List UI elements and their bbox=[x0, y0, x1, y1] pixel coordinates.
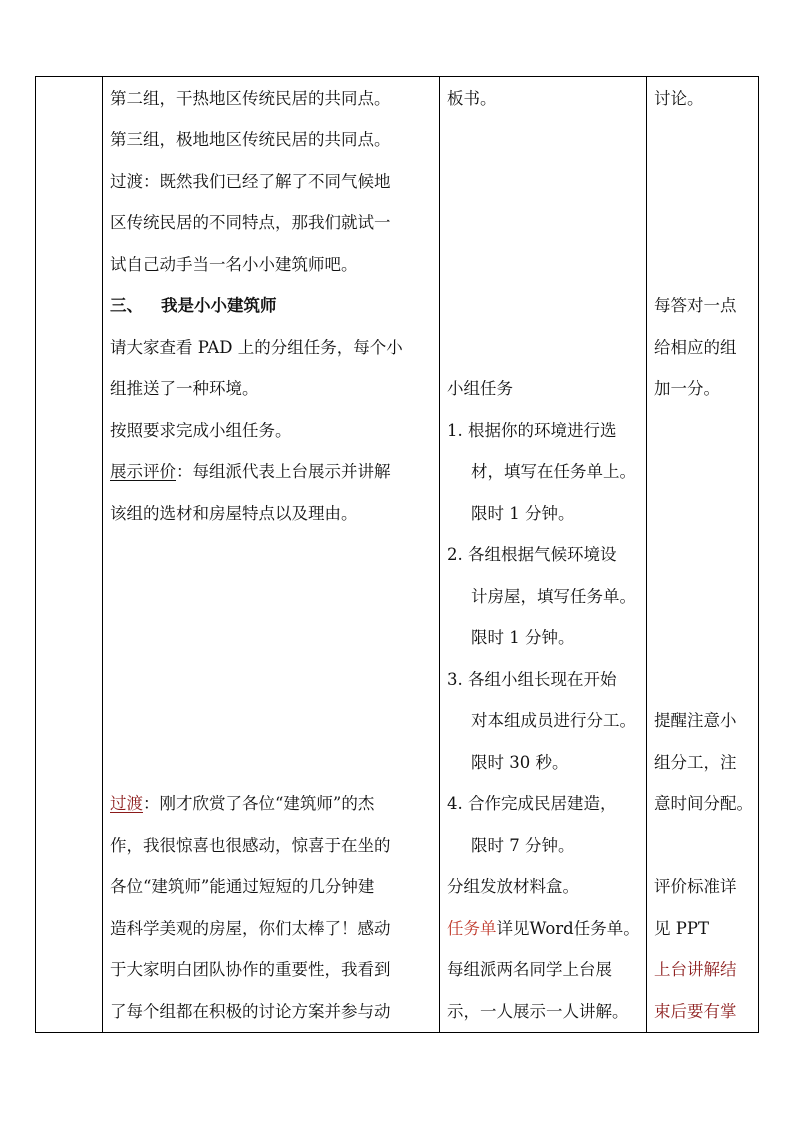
text-line: 试自己动手当一名小小建筑师吧。 bbox=[110, 255, 358, 274]
lesson-plan-table bbox=[35, 76, 759, 1033]
text-line: 过渡：刚才欣赏了各位“建筑师”的杰 bbox=[110, 794, 375, 813]
text-line: 第二组，干热地区传统民居的共同点。 bbox=[110, 89, 391, 108]
text-line: 加一分。 bbox=[654, 379, 720, 398]
text-line: 组分工，注 bbox=[654, 753, 737, 772]
text-line: 限时 7 分钟。 bbox=[471, 836, 575, 855]
text-line: 评价标准详 bbox=[654, 877, 737, 896]
text-line: 对本组成员进行分工。 bbox=[471, 711, 636, 730]
text-line: 提醒注意小 bbox=[654, 711, 737, 730]
text-line: 材，填写在任务单上。 bbox=[471, 462, 636, 481]
text-line: 展示评价：每组派代表上台展示并讲解 bbox=[110, 462, 391, 481]
column-divider bbox=[102, 77, 103, 1032]
column-divider bbox=[646, 77, 647, 1032]
text-line: 4. 合作完成民居建造， bbox=[447, 794, 617, 813]
text-line: 每组派两名同学上台展 bbox=[447, 960, 612, 979]
text-line: 限时 1 分钟。 bbox=[471, 628, 575, 647]
text-line: 讨论。 bbox=[654, 89, 704, 108]
text-line: 造科学美观的房屋，你们太棒了！感动 bbox=[110, 919, 391, 938]
text-line: 示，一人展示一人讲解。 bbox=[447, 1002, 629, 1021]
section-heading bbox=[110, 295, 277, 317]
text-line: 小组任务 bbox=[447, 379, 513, 398]
text-line: 第三组，极地地区传统民居的共同点。 bbox=[110, 130, 391, 149]
text-line: 3. 各组小组长现在开始 bbox=[447, 670, 617, 689]
section-number: 三、 bbox=[110, 296, 143, 315]
text-line: 了每个组都在积极的讨论方案并参与动 bbox=[110, 1002, 391, 1021]
section-title: 我是小小建筑师 bbox=[161, 296, 277, 315]
text-line: 1. 根据你的环境进行选 bbox=[447, 421, 617, 440]
text-line: 作，我很惊喜也很感动，惊喜于在坐的 bbox=[110, 836, 391, 855]
text-line: 过渡：既然我们已经了解了不同气候地 bbox=[110, 172, 391, 191]
column-divider bbox=[439, 77, 440, 1032]
text-line: 给相应的组 bbox=[654, 338, 737, 357]
text-line: 板书。 bbox=[447, 89, 497, 108]
text-line: 每答对一点 bbox=[654, 296, 737, 315]
text-line: 限时 1 分钟。 bbox=[471, 504, 575, 523]
text-line: 上台讲解结 bbox=[654, 960, 737, 979]
text-line: 组推送了一种环境。 bbox=[110, 379, 259, 398]
text-line: 意时间分配。 bbox=[654, 794, 753, 813]
text-line: 按照要求完成小组任务。 bbox=[110, 421, 292, 440]
text-line: 该组的选材和房屋特点以及理由。 bbox=[110, 504, 358, 523]
text-line: 区传统民居的不同特点，那我们就试一 bbox=[110, 213, 391, 232]
text-line: 请大家查看 PAD 上的分组任务，每个小 bbox=[110, 338, 403, 357]
text-line: 见 PPT bbox=[654, 919, 709, 938]
underlined-label: 过渡 bbox=[110, 794, 143, 813]
underlined-label: 展示评价 bbox=[110, 462, 176, 481]
text-line: 于大家明白团队协作的重要性，我看到 bbox=[110, 960, 391, 979]
text-line: 束后要有掌 bbox=[654, 1002, 737, 1021]
text-line: 各位“建筑师”能通过短短的几分钟建 bbox=[110, 877, 375, 896]
text-line: 限时 30 秒。 bbox=[471, 753, 569, 772]
highlighted-text: 任务单 bbox=[447, 919, 497, 938]
text-line: 2. 各组根据气候环境设 bbox=[447, 545, 617, 564]
text-line: 任务单详见Word任务单。 bbox=[447, 919, 640, 938]
text-line: 计房屋，填写任务单。 bbox=[471, 587, 636, 606]
text-line: 分组发放材料盒。 bbox=[447, 877, 579, 896]
